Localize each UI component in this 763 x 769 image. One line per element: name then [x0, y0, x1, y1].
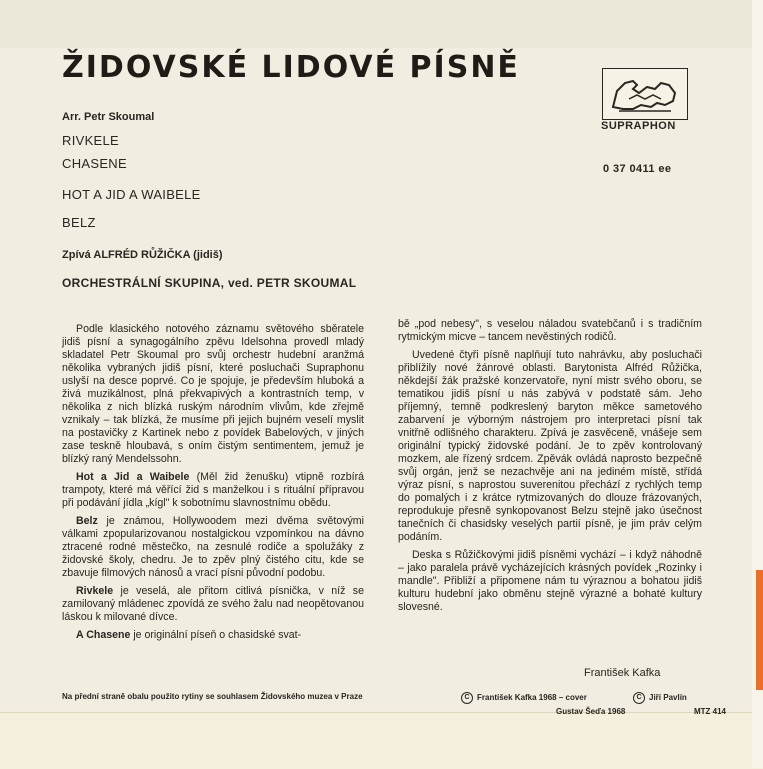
partial-code-cut: MTZ 414	[694, 707, 727, 716]
photo-copyright	[633, 692, 687, 704]
catalog-number: 0 37 0411 ee	[603, 163, 672, 175]
liner-paragraph	[62, 515, 364, 580]
cover-copyright	[461, 692, 587, 704]
liner-paragraph	[62, 629, 364, 642]
sleeve-top-band	[0, 0, 763, 48]
song-name-emphasis: Belz	[76, 515, 98, 527]
copyright-text: Jiří Pavlín	[649, 693, 687, 703]
copyright-text: František Kafka 1968 – cover	[477, 693, 587, 703]
liner-notes-column-left	[62, 323, 364, 647]
sleeve-bottom-flap	[0, 712, 763, 769]
supraphon-logo-icon	[602, 68, 688, 120]
track-title: HOT A JID A WAIBELE	[62, 187, 201, 202]
liner-text: je veselá, ale přitom citlivá písnička, v níž se zamilovaný mládenec zpovídá ze svého žalu nad neopětovanou láskou k milované dívce.	[62, 585, 364, 623]
author-signature: František Kafka	[584, 667, 661, 679]
orchestra-credit: ORCHESTRÁLNÍ SKUPINA, ved. PETR SKOUMAL	[62, 276, 357, 290]
track-title: CHASENE	[62, 156, 127, 171]
liner-text: je originální píseň o chasidské svat-	[133, 629, 302, 641]
liner-paragraph	[62, 471, 364, 510]
liner-paragraph: Deska s Růžičkovými jidiš písněmi vychází – i když náhodně – jako paralela právě vycházejících krásných povídek „Rozinky i mandle". Přibliží a připomene nám tu výraznou a bohatou jidiš kulturu hudební jako obměnu stejně výrazné a bohaté kultury slovesné.	[398, 549, 702, 613]
museum-credit-note: Na přední straně obalu použito rytiny se souhlasem Židovského muzea v Praze	[62, 692, 363, 701]
song-name-emphasis: Rivkele	[76, 585, 114, 597]
liner-text: (Měl žid ženušku) vtipně rozbírá trampoty, které má věřící žid s manželkou i s rituální přípravou při podávání jídla „kígl" k sobotnímu slavnostnímu obědu.	[62, 471, 364, 509]
orange-edge-strip	[756, 570, 763, 690]
liner-paragraph: Podle klasického notového záznamu světového sběratele jidiš písní a synagogálního zpěvu Idelsohna provedl mladý skladatel Petr Skoumal pro svůj orchestr hudební aranžmá několika vybraných jidiš písní, které posluchači Supraphonu uslyší na desce poprvé. Co je spojuje, je především hluboká a živá muzikálnost, plná překvapivých a kontrastních temp, v několika z nich blízká ruským národním vlivům, kde zřejmě vznikaly – tak blízká, že musíme při jejich bujném veselí myslit na postavičky z Kartinek nebo z povídek Babelových, v jiných zase teskně hloubavá, s oním čistým sentimentem, jemuž je blízký raný Mendelssohn.	[62, 323, 364, 465]
song-name-emphasis: Hot a Jid a Waibele	[76, 471, 190, 483]
copyright-icon: C	[633, 692, 645, 704]
label-name: SUPRAPHON	[601, 120, 676, 132]
liner-notes-column-right	[398, 318, 702, 619]
partial-credit-cut: Gustav Šeďa 1968	[556, 707, 626, 716]
track-title: RIVKELE	[62, 133, 120, 148]
arranger-credit: Arr. Petr Skoumal	[62, 111, 155, 123]
song-name-emphasis: A Chasene	[76, 629, 131, 641]
liner-paragraph	[62, 585, 364, 624]
liner-paragraph: Uvedené čtyři písně naplňují tuto nahrávku, aby posluchači přiblížily nové žánrové oblasti. Barytonista Alfréd Růžička, někdejší žák pražské konzervatoře, nyní mistr svého oboru, se tematikou jidiš písní u nás zabývá v podstatě sám. Jeho příjemný, temně podkreslený baryton měkce sametového zabarvení je výborným nástrojem pro interpretaci písní tak vnitřně odlišného charakteru. Zpívá je zasvěceně, vnášeje sem originální typický židovské podání. Je to zpěv kontrolovaný mozkem, ale řízený srdcem. Zpěvák ovládá naprosto bezpečně svůj orgán, jenž se nezachvěje ani na jediném místě, střídá výraz písní, s naprostou suverenitou přechází z rychlých temp do pomalých i z krátce rytmizovaných do dlouze frázovaných, reprodukuje přesně synkopovanost Belzu stejně jako úsečnost tanečních či chasidsky veselých partií písně, je jim práv celým podáním.	[398, 349, 702, 543]
liner-text: je známou, Hollywoodem mezi dvěma světovými válkami zpopularizovanou nostalgickou vzpomínkou na dávno ztracené rodné městečko, na zesnulé rodiče a spolužáky z židovské školy, chedru. Je to zpěv plný čistého citu, kde se zbavuje filmových nánosů a vrací písni původní podobu.	[62, 515, 364, 579]
track-title: BELZ	[62, 215, 96, 230]
singer-credit: Zpívá ALFRÉD RŮŽIČKA (jidiš)	[62, 249, 223, 261]
copyright-icon: C	[461, 692, 473, 704]
liner-paragraph: bě „pod nebesy", s veselou náladou svatebčanů i s tradičním rytmickým micve – tancem nevěstiných rodičů.	[398, 318, 702, 343]
album-title: ŽIDOVSKÉ LIDOVÉ PÍSNĚ	[62, 50, 520, 85]
